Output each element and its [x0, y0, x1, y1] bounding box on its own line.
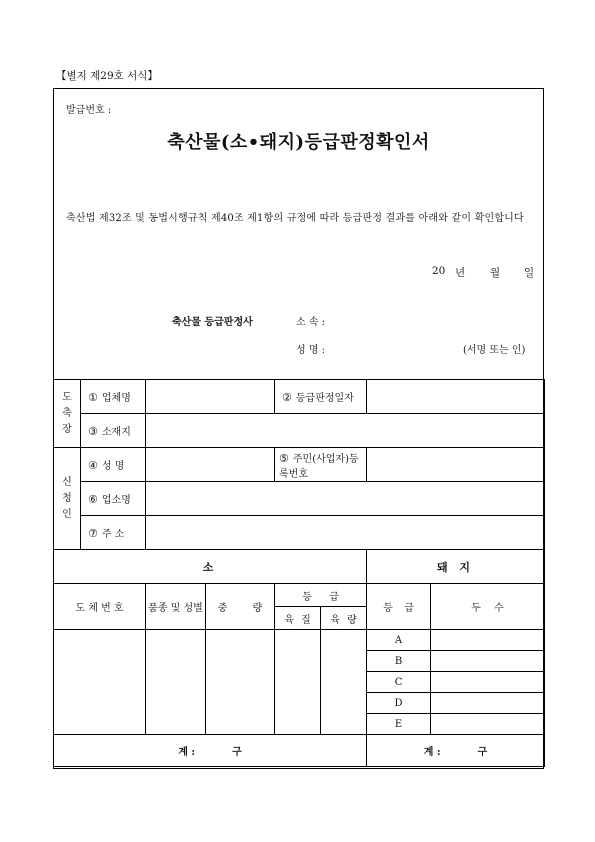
- head-count-e[interactable]: [431, 714, 545, 735]
- date-month-label: 월: [490, 267, 501, 279]
- issue-number-label: 발급번호 :: [66, 105, 112, 116]
- slaughterhouse-group-label: 도 축 장: [54, 380, 81, 448]
- reg-no-field[interactable]: [367, 448, 545, 482]
- applicant-name-label: ④ 성 명: [81, 448, 146, 482]
- yield-grade-cell[interactable]: [275, 630, 321, 735]
- location-field[interactable]: [146, 414, 545, 448]
- date-day-label: 일: [524, 267, 535, 279]
- signature-note: (서명 또는 인): [463, 345, 526, 356]
- form-number: 【별지 제29호 서식】: [56, 70, 158, 82]
- form-table: [53, 379, 545, 767]
- affiliation-label: 소 속 :: [296, 317, 326, 328]
- cattle-section-label: 소: [54, 550, 367, 584]
- shop-name-label: ⑥ 업소명: [81, 482, 146, 516]
- pig-grade-d: D: [367, 693, 431, 714]
- cattle-total: 계 : 구: [54, 735, 367, 767]
- meat-yield-cell[interactable]: [321, 630, 367, 735]
- pig-grade-c: C: [367, 672, 431, 693]
- pig-grade-header: 등 급: [367, 584, 431, 630]
- meat-yield-header: 육 량: [321, 607, 367, 630]
- date-year: 20: [432, 265, 446, 277]
- shop-name-field[interactable]: [146, 482, 545, 516]
- weight-header: 중 량: [206, 584, 275, 630]
- carcass-no-header: 도 체 번 호: [54, 584, 146, 630]
- pig-grade-b: B: [367, 651, 431, 672]
- name-label: 성 명 :: [296, 345, 326, 356]
- pig-section-label: 돼 지: [367, 550, 545, 584]
- head-count-header: 두 수: [431, 584, 545, 630]
- head-count-b[interactable]: [431, 651, 545, 672]
- address-field[interactable]: [146, 516, 545, 550]
- pig-total: 계 : 구: [367, 735, 545, 767]
- pig-grade-e: E: [367, 714, 431, 735]
- grading-date-label: ② 등급판정일자: [275, 380, 367, 414]
- weight-cell[interactable]: [206, 630, 275, 735]
- cattle-grade-header: 등 급: [275, 584, 367, 607]
- head-count-a[interactable]: [431, 630, 545, 651]
- applicant-name-field[interactable]: [146, 448, 275, 482]
- carcass-no-cell[interactable]: [54, 630, 146, 735]
- address-label: ⑦ 주 소: [81, 516, 146, 550]
- inspector-label: 축산물 등급판정사: [172, 317, 253, 328]
- head-count-c[interactable]: [431, 672, 545, 693]
- reg-no-label: ⑤ 주민(사업자)등록번호: [275, 448, 367, 482]
- body-text: 축산법 제32조 및 동법시행규칙 제40조 제1항의 규정에 따라 등급판정 결과를 아래와 같이 확인합니다: [66, 213, 524, 224]
- breed-sex-cell[interactable]: [146, 630, 206, 735]
- location-label: ③ 소재지: [81, 414, 146, 448]
- grading-date-field[interactable]: [367, 380, 545, 414]
- yield-grade-header: 육 질: [275, 607, 321, 630]
- applicant-group-label: 신 청 인: [54, 448, 81, 550]
- breed-sex-header: 품종 및 성별: [146, 584, 206, 630]
- company-name-field[interactable]: [146, 380, 275, 414]
- page-title: 축산물(소•돼지)등급판정확인서: [167, 132, 430, 153]
- company-name-label: ① 업체명: [81, 380, 146, 414]
- head-count-d[interactable]: [431, 693, 545, 714]
- pig-grade-a: A: [367, 630, 431, 651]
- date-year-label: 년: [455, 267, 466, 279]
